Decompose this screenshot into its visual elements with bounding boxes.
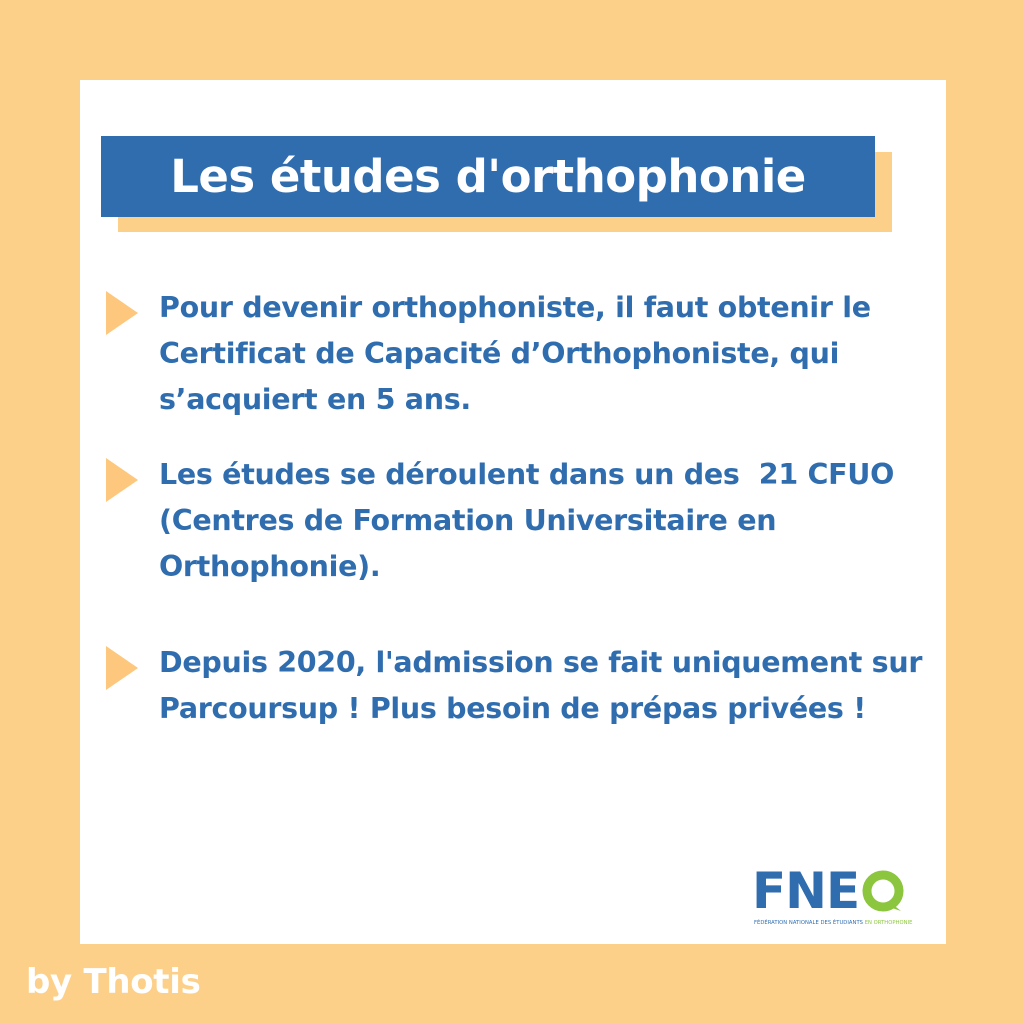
- title-banner: [101, 136, 875, 217]
- logo-subtitle-main: FÉDÉRATION NATIONALE DES ÉTUDIANTS: [754, 920, 864, 926]
- logo-wordmark: [752, 862, 905, 920]
- logo-o-bubble-icon: [861, 869, 905, 913]
- byline: by Thotis: [26, 962, 201, 1002]
- fneo-logo: [752, 862, 922, 935]
- bullet-arrow-icon: [106, 646, 138, 690]
- logo-subtitle: [754, 920, 913, 926]
- bullet-text: Les études se déroulent dans un des 21 CFUO (Centres de Formation Universitaire en Orthophonie).: [159, 458, 904, 583]
- bullet-arrow-icon: [106, 458, 138, 502]
- logo-subtitle-accent: EN ORTHOPHONIE: [864, 920, 913, 926]
- bullet-arrow-icon: [106, 291, 138, 335]
- page-title: Les études d'orthophonie: [170, 150, 806, 203]
- bullet-text: Pour devenir orthophoniste, il faut obtenir le Certificat de Capacité d’Orthophoniste, qui s’acquiert en 5 ans.: [159, 291, 871, 416]
- logo-letters: FNE: [752, 862, 860, 920]
- bullet-text: Depuis 2020, l'admission se fait uniquement sur Parcoursup ! Plus besoin de prépas privées !: [159, 646, 923, 725]
